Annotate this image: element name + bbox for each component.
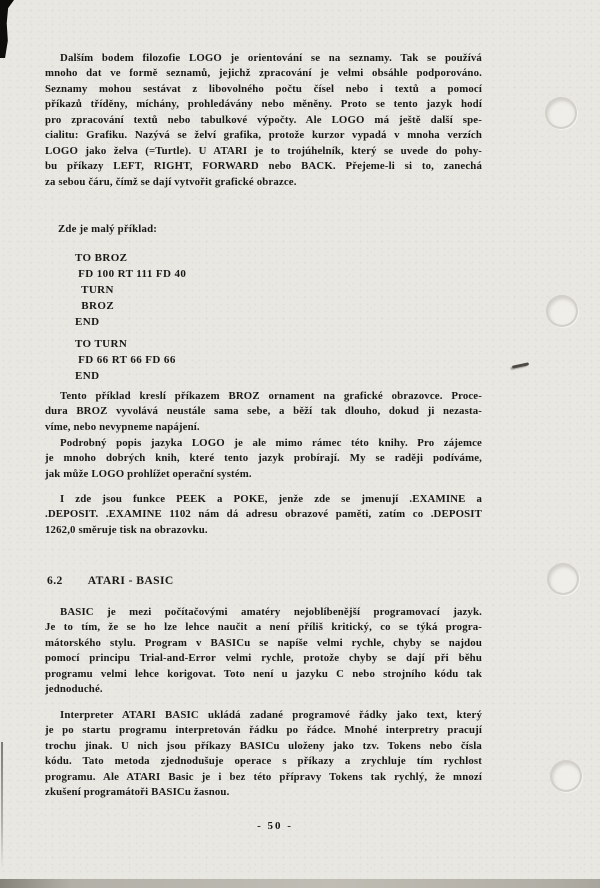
- text-line: programu. Ale ATARI Basic je i bez této přípravy Tokens tak rychlý, že mnozí: [45, 770, 482, 783]
- text-line: mátorského stylu. Program v BASICu se napíše velmi rychle, chyby se najdou: [45, 636, 482, 649]
- text-line: víme, nebo nevypneme napájení.: [45, 420, 200, 433]
- ink-smudge: [512, 362, 529, 368]
- text-line: TO BROZ: [75, 252, 128, 264]
- page-number: - 50 -: [257, 820, 293, 832]
- text-line: BASIC je mezi počítačovými amatéry nejoblíbenější programovací jazyk.: [60, 606, 482, 618]
- text-line: bu příkazy LEFT, RIGHT, FORWARD nebo BACK. Přejeme-li si to, zanechá: [45, 160, 482, 173]
- text-line: END: [75, 316, 100, 329]
- text-line: příkazů tříděny, míchány, prohledávány nebo měněny. Proto se tento jazyk hodí: [45, 98, 482, 111]
- text-line: Dalším bodem filozofie LOGO je orientování se na seznamy. Tak se používá: [60, 52, 482, 64]
- paragraph-broz-description: [45, 389, 482, 435]
- text-line: je po startu programu interpretován řádku po řádce. Mnohé interpretry pracují: [45, 724, 482, 737]
- text-line: 1262,0 směruje tisk na obrazovku.: [45, 523, 208, 536]
- scan-artifact-top-left: [0, 0, 14, 58]
- text-line: .DEPOSIT. .EXAMINE 1102 nám dá adresu obrazové paměti, zatím co .DEPOSIT: [45, 508, 482, 521]
- paragraph-logo-lists: [45, 51, 482, 190]
- text-line: kódu. Tato metoda zjednodušuje operace s příkazy a zrychluje tím rychlost: [45, 755, 482, 768]
- text-line: programu velmi lehce korigovat. Toto není u jazyku C nebo strojního kódu tak: [45, 667, 482, 680]
- text-line: FD 100 RT 111 FD 40: [75, 268, 187, 281]
- code-block-broz: [75, 250, 186, 330]
- text-line: zkušení programátoři BASICu žasnou.: [45, 786, 230, 799]
- text-line: cialitu: Grafiku. Nazývá se želví grafika, protože kurzor vypadá v mnoha verzích: [45, 129, 482, 142]
- paragraph-interpreter: [45, 708, 482, 801]
- text-line: jak může LOGO prohlížet operační systém.: [45, 467, 252, 480]
- text-line: FD 66 RT 66 FD 66: [75, 354, 176, 367]
- punch-hole: [546, 295, 578, 327]
- text-line: Je to tím, že se ho lze lehce naučit a není příliš kritický, co se týká progra-: [45, 621, 482, 634]
- text-line: TURN: [75, 284, 114, 297]
- punch-hole: [547, 563, 579, 595]
- text-line: END: [75, 370, 100, 383]
- text-line: LOGO jako želva (=Turtle). U ATARI je to trojúhelník, který se uvede do pohy-: [45, 144, 482, 157]
- scan-artifact-bottom-bar: [0, 879, 600, 888]
- section-heading: [47, 574, 174, 587]
- text-line: Tento příklad kreslí příkazem BROZ ornament na grafické obrazovce. Proce-: [60, 390, 482, 402]
- text-line: Podrobný popis jazyka LOGO je ale mimo rámec této knihy. Pro zájemce: [60, 437, 482, 449]
- text-line: mnoho dat ve formě seznamů, jejichž zpracování je velmi obsáhle podporováno.: [45, 67, 482, 80]
- text-line: I zde jsou funkce PEEK a POKE, jenže zde se jmenují .EXAMINE a: [60, 493, 482, 505]
- text-line: Interpreter ATARI BASIC ukládá zadané programové řádky jako text, který: [60, 709, 482, 721]
- text-line: za sebou čáru, čímž se dají vytvořit grafické obrazce.: [45, 175, 297, 188]
- text-line: BROZ: [75, 300, 115, 313]
- text-line: jednoduché.: [45, 683, 103, 696]
- text-line: pro zpracování textů nebo tabulkové výpočty. Ale LOGO má ještě další spe-: [45, 113, 482, 126]
- punch-hole: [550, 760, 582, 792]
- paragraph-peek-poke: [45, 492, 482, 538]
- text-line: trochu jinak. U nich jsou příkazy BASICu uloženy jako tzv. Tokens nebo čísla: [45, 739, 482, 752]
- scan-artifact-left-edge-line: [1, 742, 3, 870]
- text-line: Seznamy mohou sestávat z libovolného počtu čísel nebo i textů a pomocí: [45, 82, 482, 95]
- text-line: je mnoho dobrých knih, které tento jazyk probírají. My se raději podíváme,: [45, 452, 482, 465]
- section-number: 6.2: [47, 574, 63, 587]
- paragraph-logo-books: [45, 436, 482, 482]
- text-line: pomocí principu Trial-and-Error velmi rychle, protože chyby se dají při běhu: [45, 652, 482, 665]
- punch-hole: [545, 97, 577, 129]
- example-intro-line: Zde je malý příklad:: [58, 223, 158, 235]
- code-block-turn: [75, 336, 176, 384]
- text-line: dura BROZ vyvolává neustále sama sebe, a běží tak dlouho, dokud ji nezasta-: [45, 405, 482, 418]
- section-title: ATARI - BASIC: [87, 574, 174, 587]
- paragraph-basic-intro: [45, 605, 482, 698]
- text-line: TO TURN: [75, 338, 128, 350]
